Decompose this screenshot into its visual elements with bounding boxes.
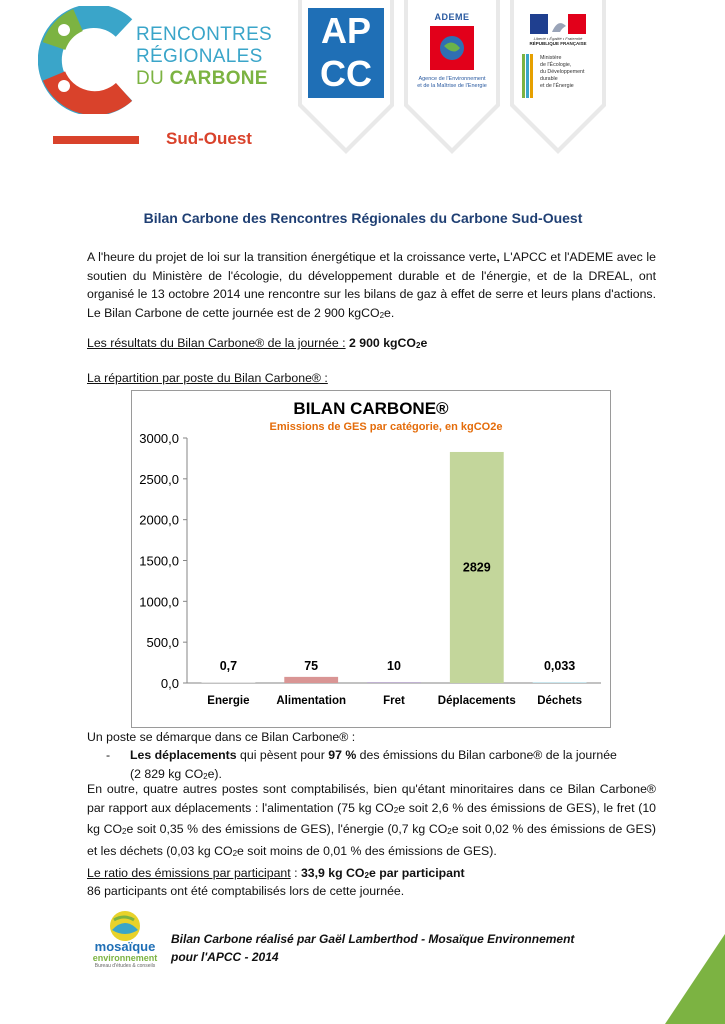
motto: Liberté • Égalité • Fraternité (533, 36, 583, 41)
intro-paragraph: A l'heure du projet de loi sur la transition énergétique et la croissance verte, L'APCC et l'ADEME avec le soutien du Ministère de l'écologie, du développement durable et de l'énergie, et de la DREAL, ont organisé le 13 octobre 2014 une rencontre sur les bilans de gaz à effet de serre et leurs plans d'actions. Le Bilan Carbone de cette journée est de 2 900 kgCO$_2$e. (87, 250, 656, 320)
page-title: Bilan Carbone des Rencontres Régionales du Carbone Sud-Ouest (143, 210, 583, 226)
data-label-déchets: 0,033 (543, 659, 576, 673)
bar-energie (201, 683, 255, 684)
y-tick-label: 2500,0 (139, 471, 179, 487)
bar-alimentation (284, 677, 338, 683)
bullet-deplacements: - Les déplacements qui pèsent pour 97 % des émissions du Bilan carbone® de la journée (2 829 kg $CO_2e$). (106, 748, 617, 781)
carbon-c-logo-icon (38, 6, 138, 114)
bar-déchets (533, 683, 587, 684)
y-tick-label: 500,0 (146, 635, 179, 651)
logo-line-1: RENCONTRES (136, 24, 273, 45)
apcc-bottom: CC (320, 53, 372, 94)
participants-line: 86 participants ont été comptabilisés lors de cette journée. (87, 884, 405, 898)
event-logo (38, 6, 273, 114)
corner-decoration-icon (665, 934, 725, 1024)
marianne-logo-icon (530, 14, 586, 34)
partner-badge-ministry (508, 0, 608, 156)
standout-label: Un poste se démarque dans ce Bilan Carbone® : (87, 730, 356, 744)
results-line: Les résultats du Bilan Carbone® de la journée : 2 900 kgCO$_2$e (87, 336, 428, 350)
credit-note: Bilan Carbone réalisé par Gaël Lamberthod - Mosaïque Environnement pour l'APCC - 2014 (171, 932, 575, 964)
mosaique-tagline: Bureau d'études & conseils (94, 963, 156, 969)
republic-label: RÉPUBLIQUE FRANÇAISE (529, 41, 587, 46)
mosaique-logo (84, 906, 166, 972)
x-tick-label: Déplacements (437, 695, 516, 707)
others-paragraph: En outre, quatre autres postes sont comptabilisés, bien qu'étant minoritaires dans ce Bilan Carbone® par rapport aux déplacements : l'alimentation (75 kg $CO_2e$ soit 2,6 % des émissions de GES), le fret (10 kg $CO_2e$ soit 0,35 % des émissions de GES), l'énergie (0,7 kg $CO_2e$ soit 0,02 % des émissions de GES) et les déchets (0,03 kg $CO_2e$ soit moins de 0,01 % des émissions de GES). (87, 782, 656, 858)
data-label-fret: 10 (387, 659, 401, 673)
mosaique-word-2: environnement (92, 953, 158, 963)
mosaique-word-1: mosaïque (94, 939, 156, 954)
data-label-energie: 0,7 (219, 659, 238, 673)
ademe-caption-1: Agence de l'Environnement (418, 76, 486, 82)
x-tick-label: Déchets (537, 695, 582, 707)
x-tick-label: Energie (207, 695, 250, 707)
logo-line-2: RÉGIONALES (136, 46, 263, 67)
x-tick-label: Alimentation (276, 695, 347, 707)
chart-canvas (132, 391, 610, 727)
chart-title: BILAN CARBONE® (293, 399, 449, 418)
data-label-déplacements: 2829 (462, 560, 491, 575)
bar-chart (131, 390, 611, 728)
logo-line-3: DU CARBONE (136, 68, 268, 89)
x-axis (207, 695, 582, 707)
ademe-logo-icon (430, 26, 474, 70)
ministry-text: Ministère de l'Écologie, du Développement durable et de l'Énergie (540, 55, 585, 89)
partner-badge-ademe (402, 0, 502, 156)
ademe-name: ADEME (434, 12, 470, 22)
x-tick-label: Fret (383, 695, 405, 707)
bars-group (201, 452, 586, 683)
y-tick-label: 1000,0 (139, 594, 179, 610)
partner-badge-apcc (296, 0, 396, 156)
region-label: Sud-Ouest (166, 129, 252, 148)
apcc-top: AP (320, 10, 371, 51)
mosaique-sun-icon (84, 906, 166, 942)
data-label-alimentation: 75 (304, 659, 319, 673)
y-tick-label: 1500,0 (139, 553, 179, 569)
y-axis (139, 431, 187, 691)
ademe-caption-2: et de la Maîtrise de l'Energie (417, 83, 487, 89)
ratio-line: Le ratio des émissions par participant : 33,9 kg $CO_2e$ par participant (87, 866, 465, 880)
bar-fret (367, 682, 421, 683)
breakdown-label: La répartition par poste du Bilan Carbone® : (87, 371, 328, 385)
chart-subtitle: Emissions de GES par catégorie, en kgCO2e (269, 421, 503, 433)
ministry-stripes-icon (522, 54, 536, 98)
region-bar (53, 136, 139, 144)
y-tick-label: 0,0 (160, 676, 179, 691)
y-tick-label: 3000,0 (139, 431, 179, 446)
y-tick-label: 2000,0 (139, 512, 179, 528)
